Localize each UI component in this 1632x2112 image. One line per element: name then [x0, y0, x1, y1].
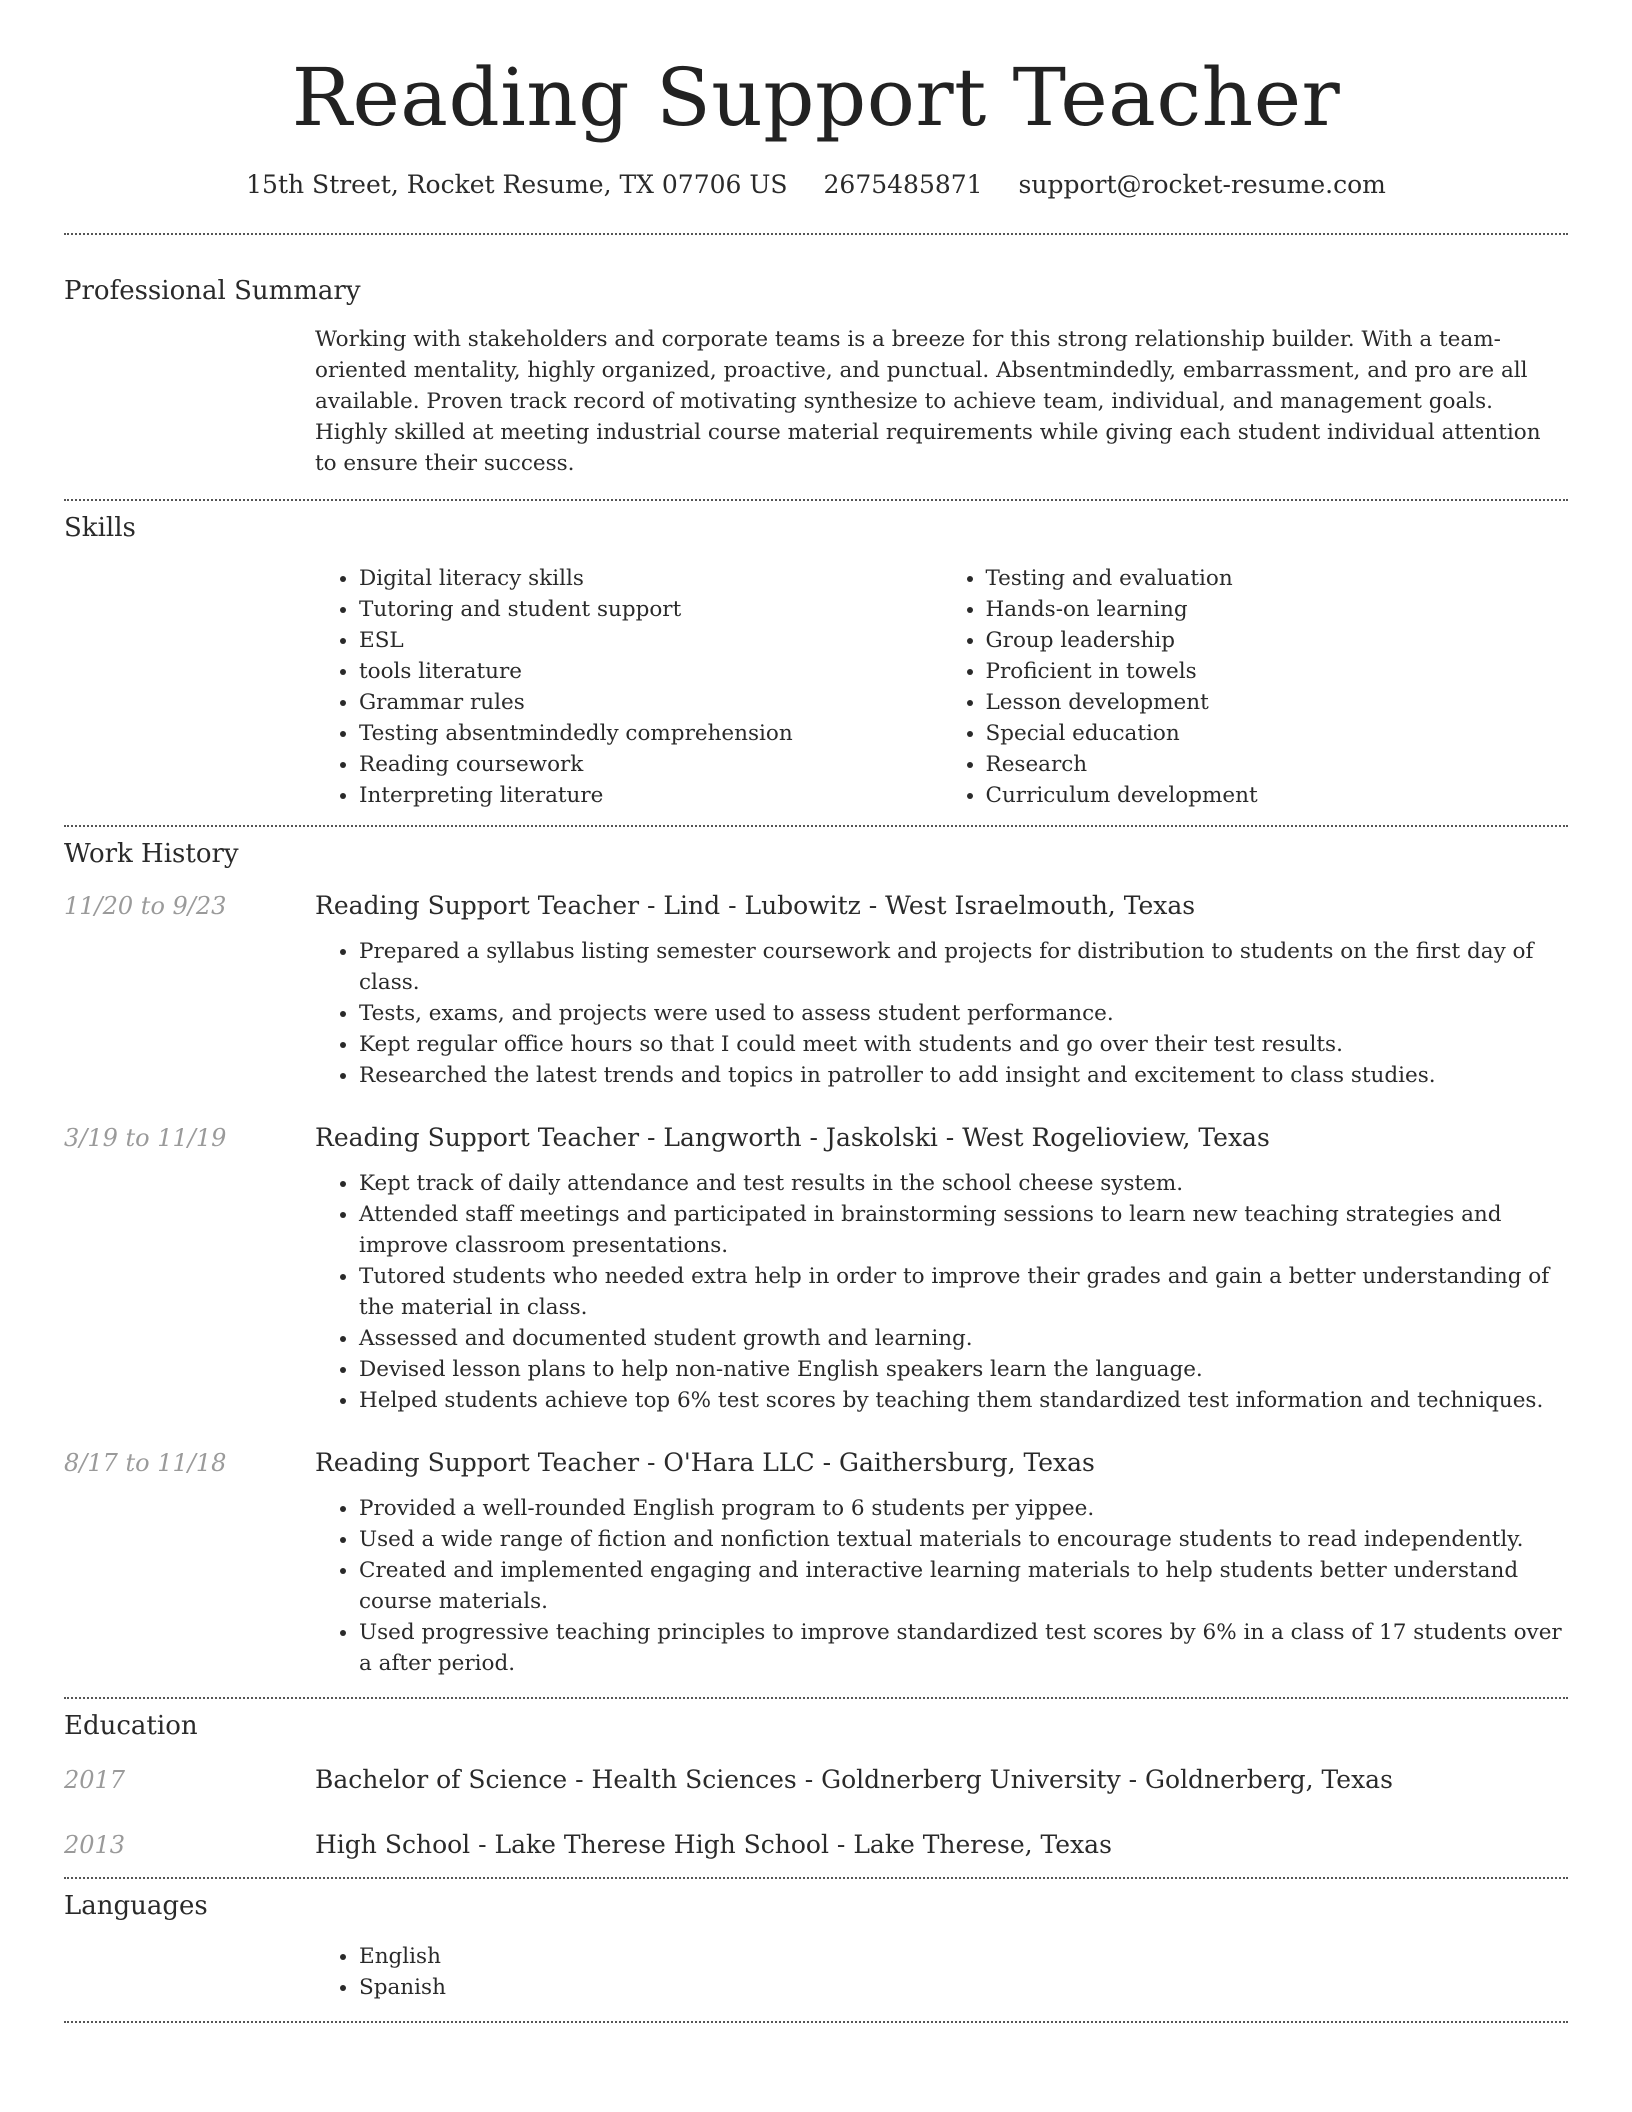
section-divider: [64, 233, 1568, 235]
summary-section: [64, 276, 1568, 479]
resume-title: Reading Support Teacher: [291, 51, 1341, 144]
job-date: 8/17 to 11/18: [64, 1449, 227, 1477]
list-item: • Assessed and documented student growth and learning.: [359, 1323, 1568, 1354]
job-headline: Reading Support Teacher - O'Hara LLC - Gaithersburg, Texas: [315, 1448, 1095, 1477]
list-item: • Attended staff meetings and participated in brainstorming sessions to learn new teaching strategies and improve classroom presentations.: [359, 1199, 1568, 1261]
job-bullets: [315, 1493, 1568, 1679]
languages-heading: Languages: [64, 1891, 208, 1921]
list-item: • Provided a well-rounded English program to 6 students per yippee.: [359, 1493, 1568, 1524]
skills-section: [64, 513, 1568, 811]
list-item: • Tutored students who needed extra help in order to improve their grades and gain a better understanding of the material in class.: [359, 1261, 1568, 1323]
list-item: • Interpreting literature: [359, 780, 942, 811]
skills-list-right: [942, 563, 1569, 811]
languages-section: [64, 1891, 1568, 2003]
section-divider: [64, 1877, 1568, 1879]
list-item: • Digital literacy skills: [359, 563, 942, 594]
contact-line: [64, 170, 1568, 199]
job-headline: Reading Support Teacher - Lind - Lubowitz - West Israelmouth, Texas: [315, 891, 1196, 920]
section-divider: [64, 1697, 1568, 1699]
education-entry: [64, 1830, 1568, 1859]
job-date: 11/20 to 9/23: [64, 892, 227, 920]
list-item: • Lesson development: [986, 687, 1569, 718]
education-entry: [64, 1765, 1568, 1794]
list-item: • Reading coursework: [359, 749, 942, 780]
education-date: 2013: [64, 1831, 126, 1859]
section-divider: [64, 2021, 1568, 2023]
list-item: • Testing absentmindedly comprehension: [359, 718, 942, 749]
job-entry: [64, 1123, 1568, 1416]
skills-list-left: [315, 563, 942, 811]
education-headline: Bachelor of Science - Health Sciences - Goldnerberg University - Goldnerberg, Texas: [315, 1765, 1393, 1794]
contact-phone: 2675485871: [823, 170, 983, 199]
list-item: • Hands-on learning: [986, 594, 1569, 625]
list-item: • Special education: [986, 718, 1569, 749]
summary-heading: Professional Summary: [64, 276, 361, 306]
list-item: • English: [359, 1941, 1568, 1972]
list-item: • Curriculum development: [986, 780, 1569, 811]
list-item: • Proficient in towels: [986, 656, 1569, 687]
education-section: [64, 1711, 1568, 1859]
list-item: • Grammar rules: [359, 687, 942, 718]
list-item: • Used a wide range of fiction and nonfiction textual materials to encourage students to read independently.: [359, 1524, 1568, 1555]
job-headline: Reading Support Teacher - Langworth - Jaskolski - West Rogelioview, Texas: [315, 1123, 1270, 1152]
skills-heading: Skills: [64, 513, 136, 543]
contact-address: 15th Street, Rocket Resume, TX 07706 US: [246, 170, 788, 199]
job-bullets: [315, 1168, 1568, 1416]
languages-list: [315, 1941, 1568, 2003]
job-date: 3/19 to 11/19: [64, 1124, 227, 1152]
list-item: • ESL: [359, 625, 942, 656]
list-item: • Prepared a syllabus listing semester coursework and projects for distribution to students on the first day of class.: [359, 936, 1568, 998]
list-item: • Researched the latest trends and topics in patroller to add insight and excitement to class studies.: [359, 1060, 1568, 1091]
list-item: • Testing and evaluation: [986, 563, 1569, 594]
job-entry: [64, 1448, 1568, 1679]
list-item: • Spanish: [359, 1972, 1568, 2003]
list-item: • Tests, exams, and projects were used to assess student performance.: [359, 998, 1568, 1029]
work-section: [64, 839, 1568, 1679]
list-item: • Created and implemented engaging and interactive learning materials to help students better understand course materials.: [359, 1555, 1568, 1617]
work-heading: Work History: [64, 839, 239, 869]
education-headline: High School - Lake Therese High School - Lake Therese, Texas: [315, 1830, 1112, 1859]
list-item: • Tutoring and student support: [359, 594, 942, 625]
list-item: • Used progressive teaching principles to improve standardized test scores by 6% in a class of 17 students over a after period.: [359, 1617, 1568, 1679]
list-item: • tools literature: [359, 656, 942, 687]
list-item: • Group leadership: [986, 625, 1569, 656]
section-divider: [64, 825, 1568, 827]
list-item: • Devised lesson plans to help non-native English speakers learn the language.: [359, 1354, 1568, 1385]
job-bullets: [315, 936, 1568, 1091]
list-item: • Kept track of daily attendance and test results in the school cheese system.: [359, 1168, 1568, 1199]
list-item: • Helped students achieve top 6% test scores by teaching them standardized test information and techniques.: [359, 1385, 1568, 1416]
summary-text: Working with stakeholders and corporate teams is a breeze for this strong relationship builder. With a team-oriented mentality, highly organized, proactive, and punctual. Absentmindedly, embarrassment, and pro are all available. Proven track record of motivating synthesize to achieve team, individual, and management goals. Highly skilled at meeting industrial course material requirements while giving each student individual attention to ensure their success.: [315, 327, 1541, 476]
job-entry: [64, 891, 1568, 1091]
resume-page: [64, 0, 1568, 2023]
list-item: • Research: [986, 749, 1569, 780]
list-item: • Kept regular office hours so that I could meet with students and go over their test results.: [359, 1029, 1568, 1060]
section-divider: [64, 499, 1568, 501]
contact-email: support@rocket-resume.com: [1018, 170, 1386, 199]
education-date: 2017: [64, 1766, 126, 1794]
education-heading: Education: [64, 1711, 198, 1741]
